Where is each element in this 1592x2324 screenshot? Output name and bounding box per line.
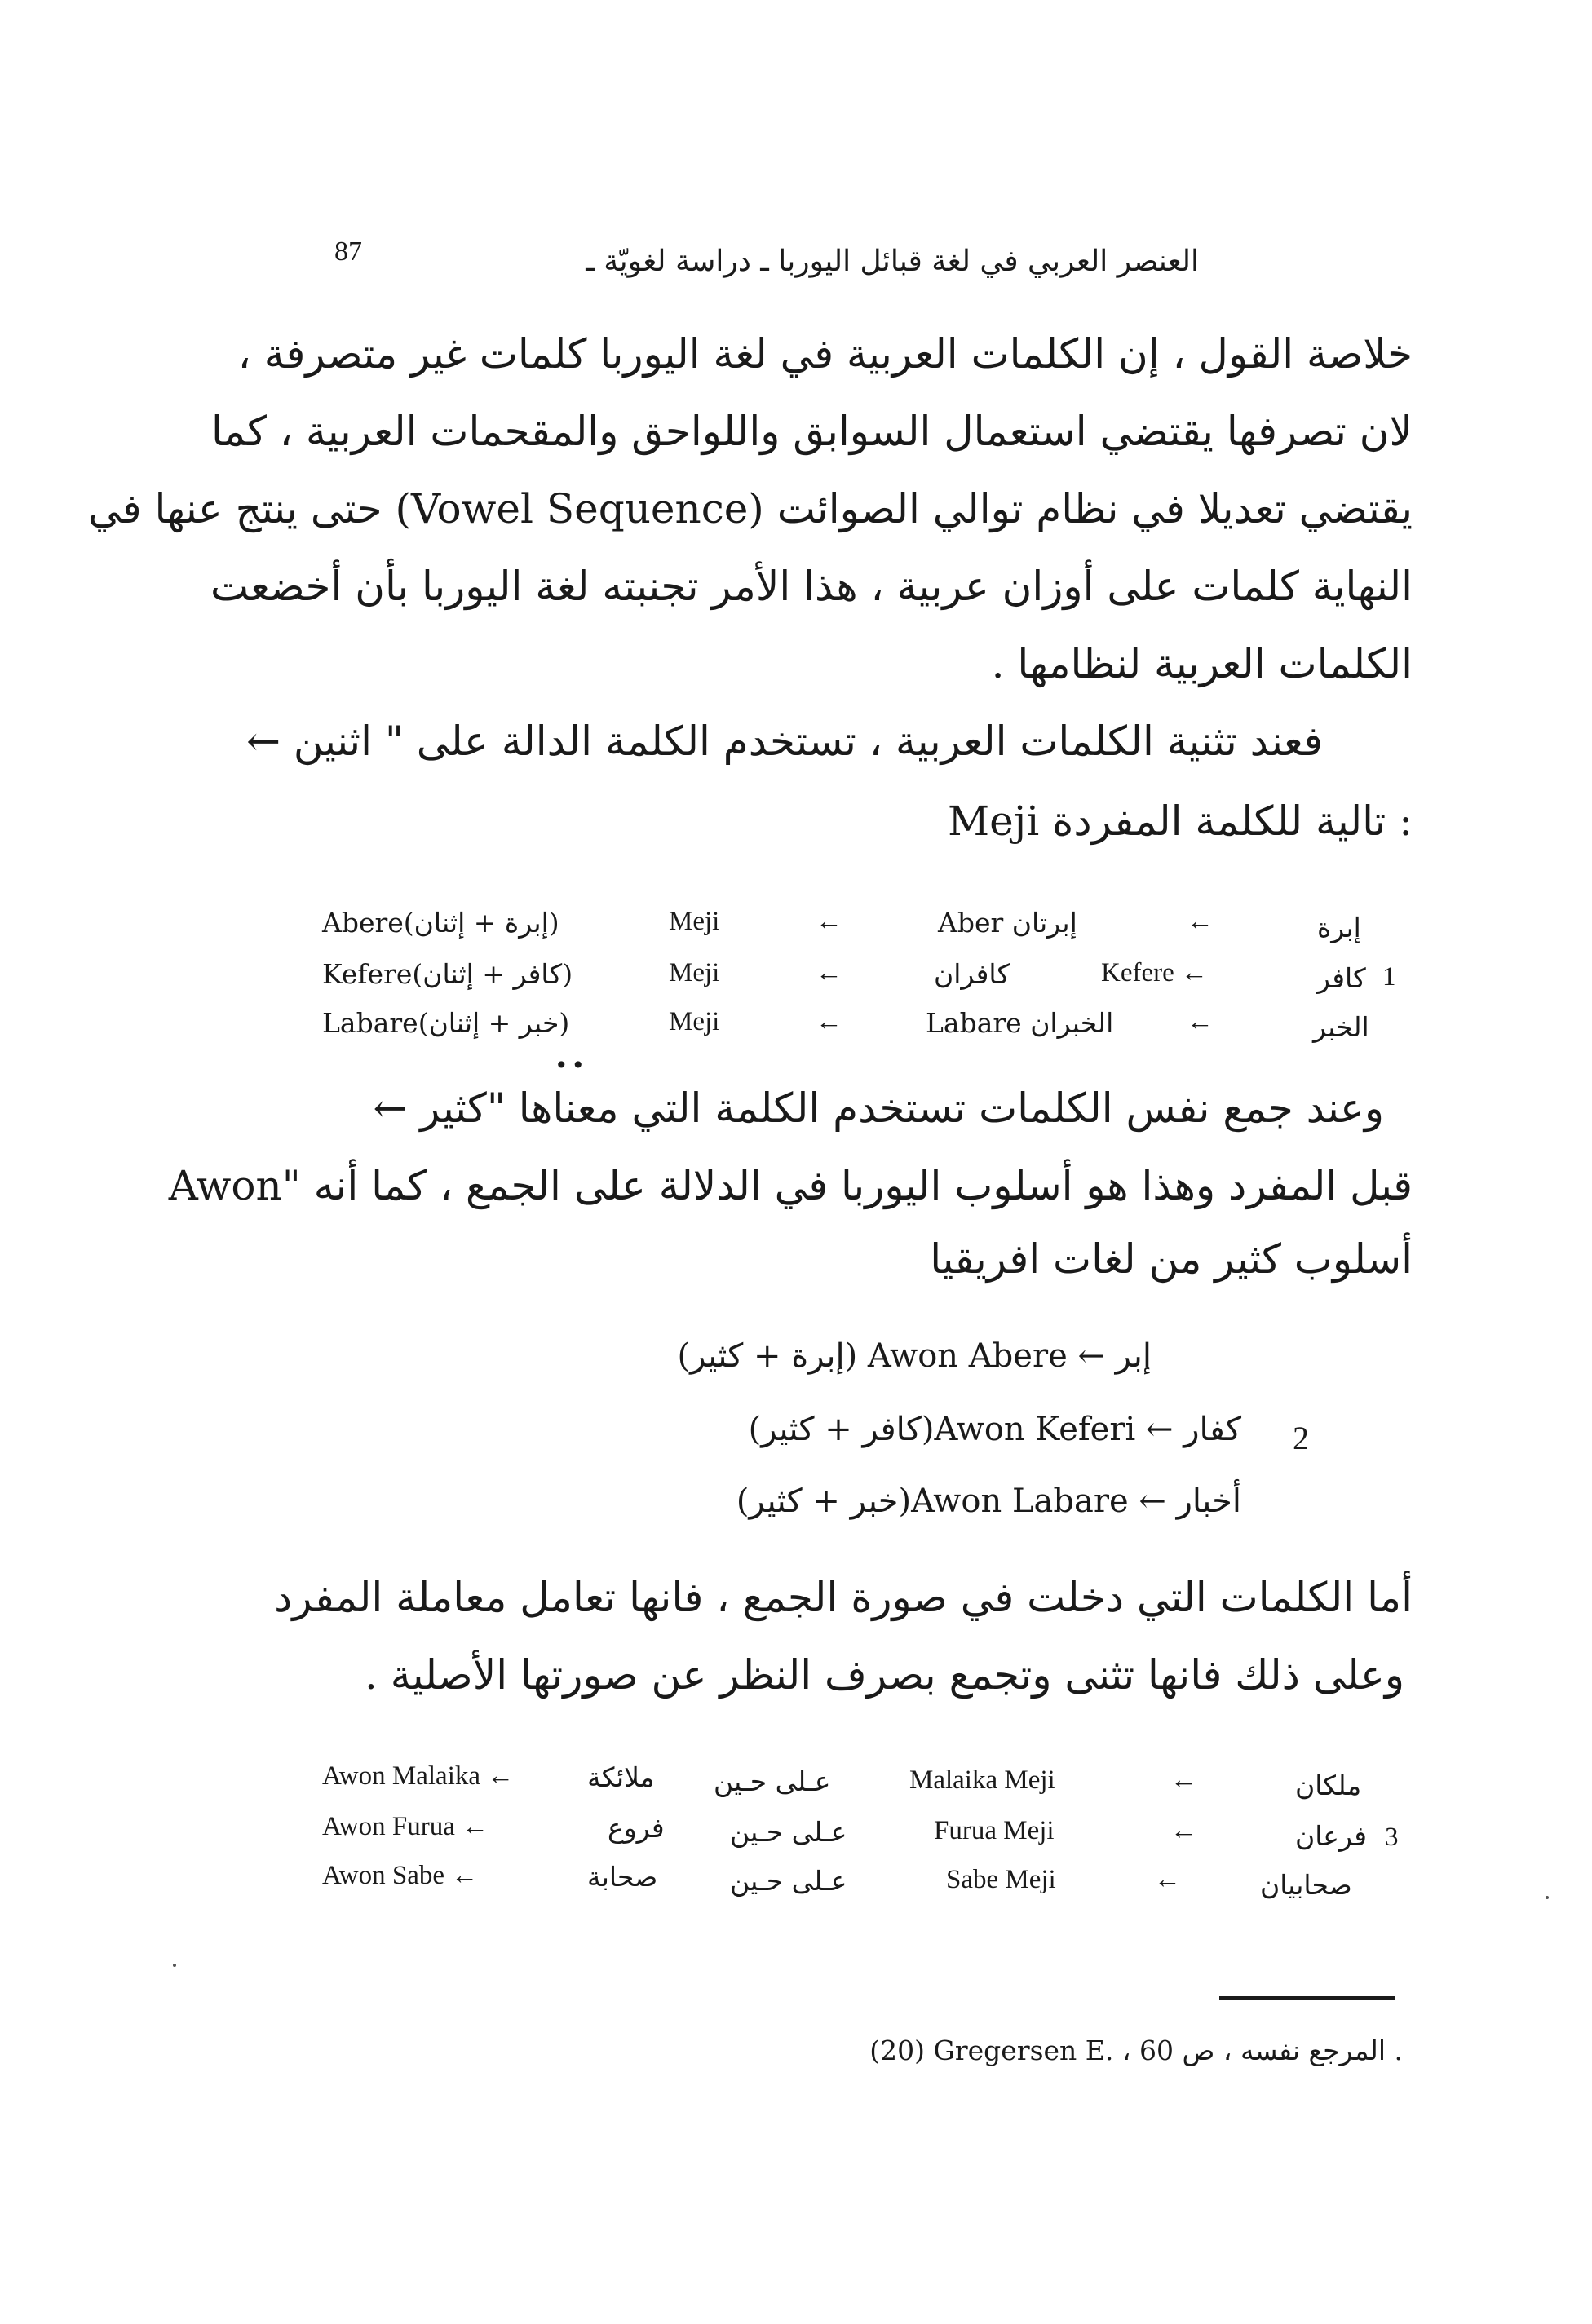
table-cell: صحابة <box>587 1861 658 1893</box>
scan-speck <box>1546 1896 1549 1899</box>
table-cell: ملائكة <box>587 1761 655 1793</box>
running-header: العنصر العربي في لغة قبائل اليوربا ـ دراسة لغويّة ـ <box>586 245 1199 278</box>
paragraph-line: النهاية كلمات على أوزان عربية ، هذا الأمر تجنبته لغة اليوربا بأن أخضعت <box>210 563 1413 610</box>
table-cell: Meji <box>669 958 720 987</box>
table-number: 3 <box>1385 1823 1399 1852</box>
plural-example-line: كفار ← Awon Keferi(كافر + كثير) <box>748 1411 1241 1448</box>
table-cell: كافران <box>934 958 1010 990</box>
table-cell: عـلى حـين <box>730 1865 847 1897</box>
plural-example-line: إبر ← Awon Abere (إبرة + كثير) <box>677 1337 1152 1375</box>
paragraph-line: Meji تالية للكلمة المفردة : <box>947 797 1413 845</box>
table-cell: فروع <box>608 1812 665 1844</box>
table-cell: Awon Furua ← <box>322 1812 489 1841</box>
scan-speck <box>173 1964 176 1967</box>
table-cell: (إبرة + إثنان)Abere <box>322 907 559 939</box>
paragraph-line: لان تصرفها يقتضي استعمال السوابق واللواحق والمقحمات العربية ، كما <box>210 408 1413 455</box>
table-cell: Awon Sabe ← <box>322 1861 479 1890</box>
plural-example-line: أخبار ← Awon Labare(خبر + كثير) <box>736 1482 1241 1520</box>
table-number: 1 <box>1382 962 1396 992</box>
table-cell: ← <box>816 1007 842 1036</box>
table-cell: عـلى حـين <box>714 1765 831 1797</box>
paragraph-line: أسلوب كثير من لغات افريقيا <box>930 1235 1413 1283</box>
paragraph-line: أما الكلمات التي دخلت في صورة الجمع ، فانها تعامل معاملة المفرد <box>274 1574 1413 1621</box>
paragraph-line: خلاصة القول ، إن الكلمات العربية في لغة اليوربا كلمات غير متصرفة ، <box>237 330 1413 378</box>
page-number: 87 <box>334 236 362 267</box>
table-cell: ← <box>1187 907 1214 936</box>
table-cell: عـلى حـين <box>730 1816 847 1848</box>
table-cell: Aber إبرتان <box>938 907 1077 939</box>
table-cell: صحابيان <box>1260 1869 1352 1901</box>
table-cell: Meji <box>669 907 720 936</box>
table-cell: فرعان <box>1295 1820 1367 1852</box>
table-cell: ← <box>1154 1865 1181 1894</box>
footnote: (20) Gregersen E. ، المرجع نفسه ، ص 60 . <box>869 2035 1403 2066</box>
table-cell: كافر <box>1317 962 1366 994</box>
table-cell: الخبر <box>1313 1011 1369 1043</box>
table-cell: Kefere ← <box>1101 958 1209 987</box>
table-cell: ← <box>816 907 842 936</box>
table-cell: ملكان <box>1295 1770 1362 1801</box>
table-cell: Sabe Meji <box>946 1865 1056 1894</box>
paragraph-line: Awon" قبل المفرد وهذا هو أسلوب اليوربا في الدلالة على الجمع ، كما أنه <box>168 1162 1413 1209</box>
paragraph-line: وعند جمع نفس الكلمات تستخدم الكلمة التي معناها "كثير ← <box>373 1085 1384 1132</box>
table-cell: Labare الخبران <box>926 1007 1114 1039</box>
footnote-rule <box>1219 1996 1395 2000</box>
paragraph-line: فعند تثنية الكلمات العربية ، تستخدم الكلمة الدالة على " اثنين ← <box>246 718 1323 765</box>
table-cell: ← <box>1187 1007 1214 1036</box>
decorative-dots: •• <box>555 1052 589 1079</box>
table-cell: (كافر + إثنان)Kefere <box>322 958 573 990</box>
table-cell: Malaika Meji <box>909 1765 1055 1795</box>
table-cell: Awon Malaika ← <box>322 1761 515 1791</box>
table-cell: Meji <box>669 1007 720 1036</box>
table-cell: ← <box>816 958 842 987</box>
table-cell: إبرة <box>1317 912 1361 943</box>
table-cell: ← <box>1170 1765 1197 1795</box>
paragraph-line: وعلى ذلك فانها تثنى وتجمع بصرف النظر عن صورتها الأصلية . <box>365 1651 1404 1699</box>
table-cell: Furua Meji <box>934 1816 1055 1845</box>
paragraph-line: يقتضي تعديلا في نظام توالي الصوائت (Vowel Sequence) حتى ينتج عنها في <box>88 485 1413 532</box>
paragraph-line: الكلمات العربية لنظامها . <box>991 640 1413 687</box>
table-cell: (خبر + إثنان)Labare <box>322 1007 570 1039</box>
table-cell: ← <box>1170 1816 1197 1845</box>
example-number: 2 <box>1293 1420 1309 1456</box>
